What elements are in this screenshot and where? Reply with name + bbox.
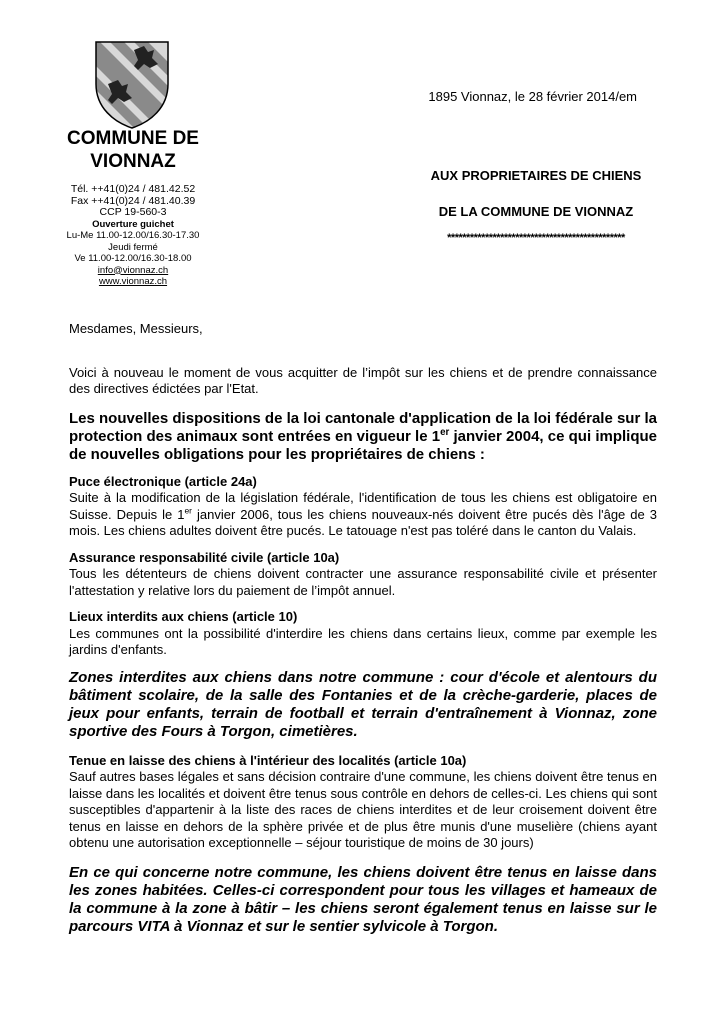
section-text-microchip: Suite à la modification de la législation fédérale, l'identification de tous les chiens est obligatoire en Suisse. Depuis le 1er janvier 2006, tous les chiens nouveaux-nés doivent être pucés dès l'âge de 3 mois. Les chiens adultes doivent être pucés. Le tatouage n'est pas toléré dans le canton du Valais.	[69, 490, 657, 538]
intro-paragraph: Voici à nouveau le moment de vous acquitter de l’impôt sur les chiens et de prendre connaissance des directives édictées par l'Etat.	[69, 364, 657, 396]
hours-thursday: Jeudi fermé	[108, 241, 158, 253]
forbidden-zones-paragraph: Zones interdites aux chiens dans notre commune : cour d'école et alentours du bâtiment scolaire, de la salle des Fontanies et de la crèche-garderie, places de jeux pour enfants, terrain de football et terrain d'entraînement à Vionnaz, zone sportive des Fours à Torgon, cimetières.	[69, 668, 657, 740]
lead-paragraph: Les nouvelles dispositions de la loi cantonale d'application de la loi fédérale sur la protection des animaux sont entrées en vigueur le 1er janvier 2004, ce qui implique de nouvelles obligations pour les propriétaires de chiens :	[69, 409, 657, 463]
addressee-line2: DE LA COMMUNE DE VIONNAZ	[438, 204, 634, 219]
contact-block	[56, 184, 210, 288]
guichet-title: Ouverture guichet	[92, 218, 174, 230]
ccp-number: CCP 19-560-3	[99, 206, 167, 218]
final-paragraph: En ce qui concerne notre commune, les chiens doivent être tenus en laisse dans les zones habitées. Celles-ci correspondent pour tous les villages et hameaux de la commune à la zone à bâtir – les chiens seront également tenus en laisse sur le parcours VITA à Vionnaz et sur le sentier sylvicole à Torgon.	[69, 863, 657, 935]
commune-title-line1: COMMUNE DE	[67, 128, 199, 149]
addressee-separator: ***********************************************	[447, 232, 625, 244]
commune-title-line2: VIONNAZ	[90, 151, 176, 172]
coat-of-arms-icon	[94, 40, 170, 130]
hours-friday: Ve 11.00-12.00/16.30-18.00	[74, 253, 192, 264]
hours-mon-wed: Lu-Me 11.00-12.00/16.30-17.30	[66, 230, 200, 241]
addressee-line1: AUX PROPRIETAIRES DE CHIENS	[430, 168, 642, 183]
fax-number: Fax ++41(0)24 / 481.40.39	[70, 194, 196, 207]
letter-body	[69, 321, 657, 936]
section-text-forbidden-places: Les communes ont la possibilité d'interdire les chiens dans certains lieux, comme par exemple les jardins d'enfants.	[69, 625, 657, 657]
greeting: Mesdames, Messieurs,	[69, 321, 203, 336]
section-title-leash: Tenue en laisse des chiens à l'intérieur des localités (article 10a)	[69, 752, 467, 768]
section-text-insurance: Tous les détenteurs de chiens doivent contracter une assurance responsabilité civile et présenter l'attestation y relative lors du paiement de l’impôt annuel.	[69, 566, 657, 598]
section-title-insurance: Assurance responsabilité civile (article 10a)	[69, 549, 340, 565]
phone-number: Tél. ++41(0)24 / 481.42.52	[70, 183, 196, 195]
section-title-microchip: Puce électronique (article 24a)	[69, 473, 257, 489]
website-link[interactable]: www.vionnaz.ch	[98, 276, 168, 287]
section-title-forbidden-places: Lieux interdits aux chiens (article 10)	[69, 609, 298, 624]
commune-title	[56, 127, 210, 173]
email-link[interactable]: info@vionnaz.ch	[97, 264, 169, 276]
section-text-leash: Sauf autres bases légales et sans décision contraire d'une commune, les chiens doivent être tenus en laisse dans les localités et doivent être tenus sous contrôle en dehors de celles-ci. Les chiens qui sont susceptibles d'appartenir à la liste des races de chiens interdites et de leur croisement doivent être tenus en laisse en dehors de la sphère privée et de plus être munis d'une muselière (chiens ayant obtenu une autorisation exceptionnelle – séjour touristique de moins de 30 jours)	[69, 769, 657, 850]
date-line: 1895 Vionnaz, le 28 février 2014/em	[428, 89, 637, 104]
